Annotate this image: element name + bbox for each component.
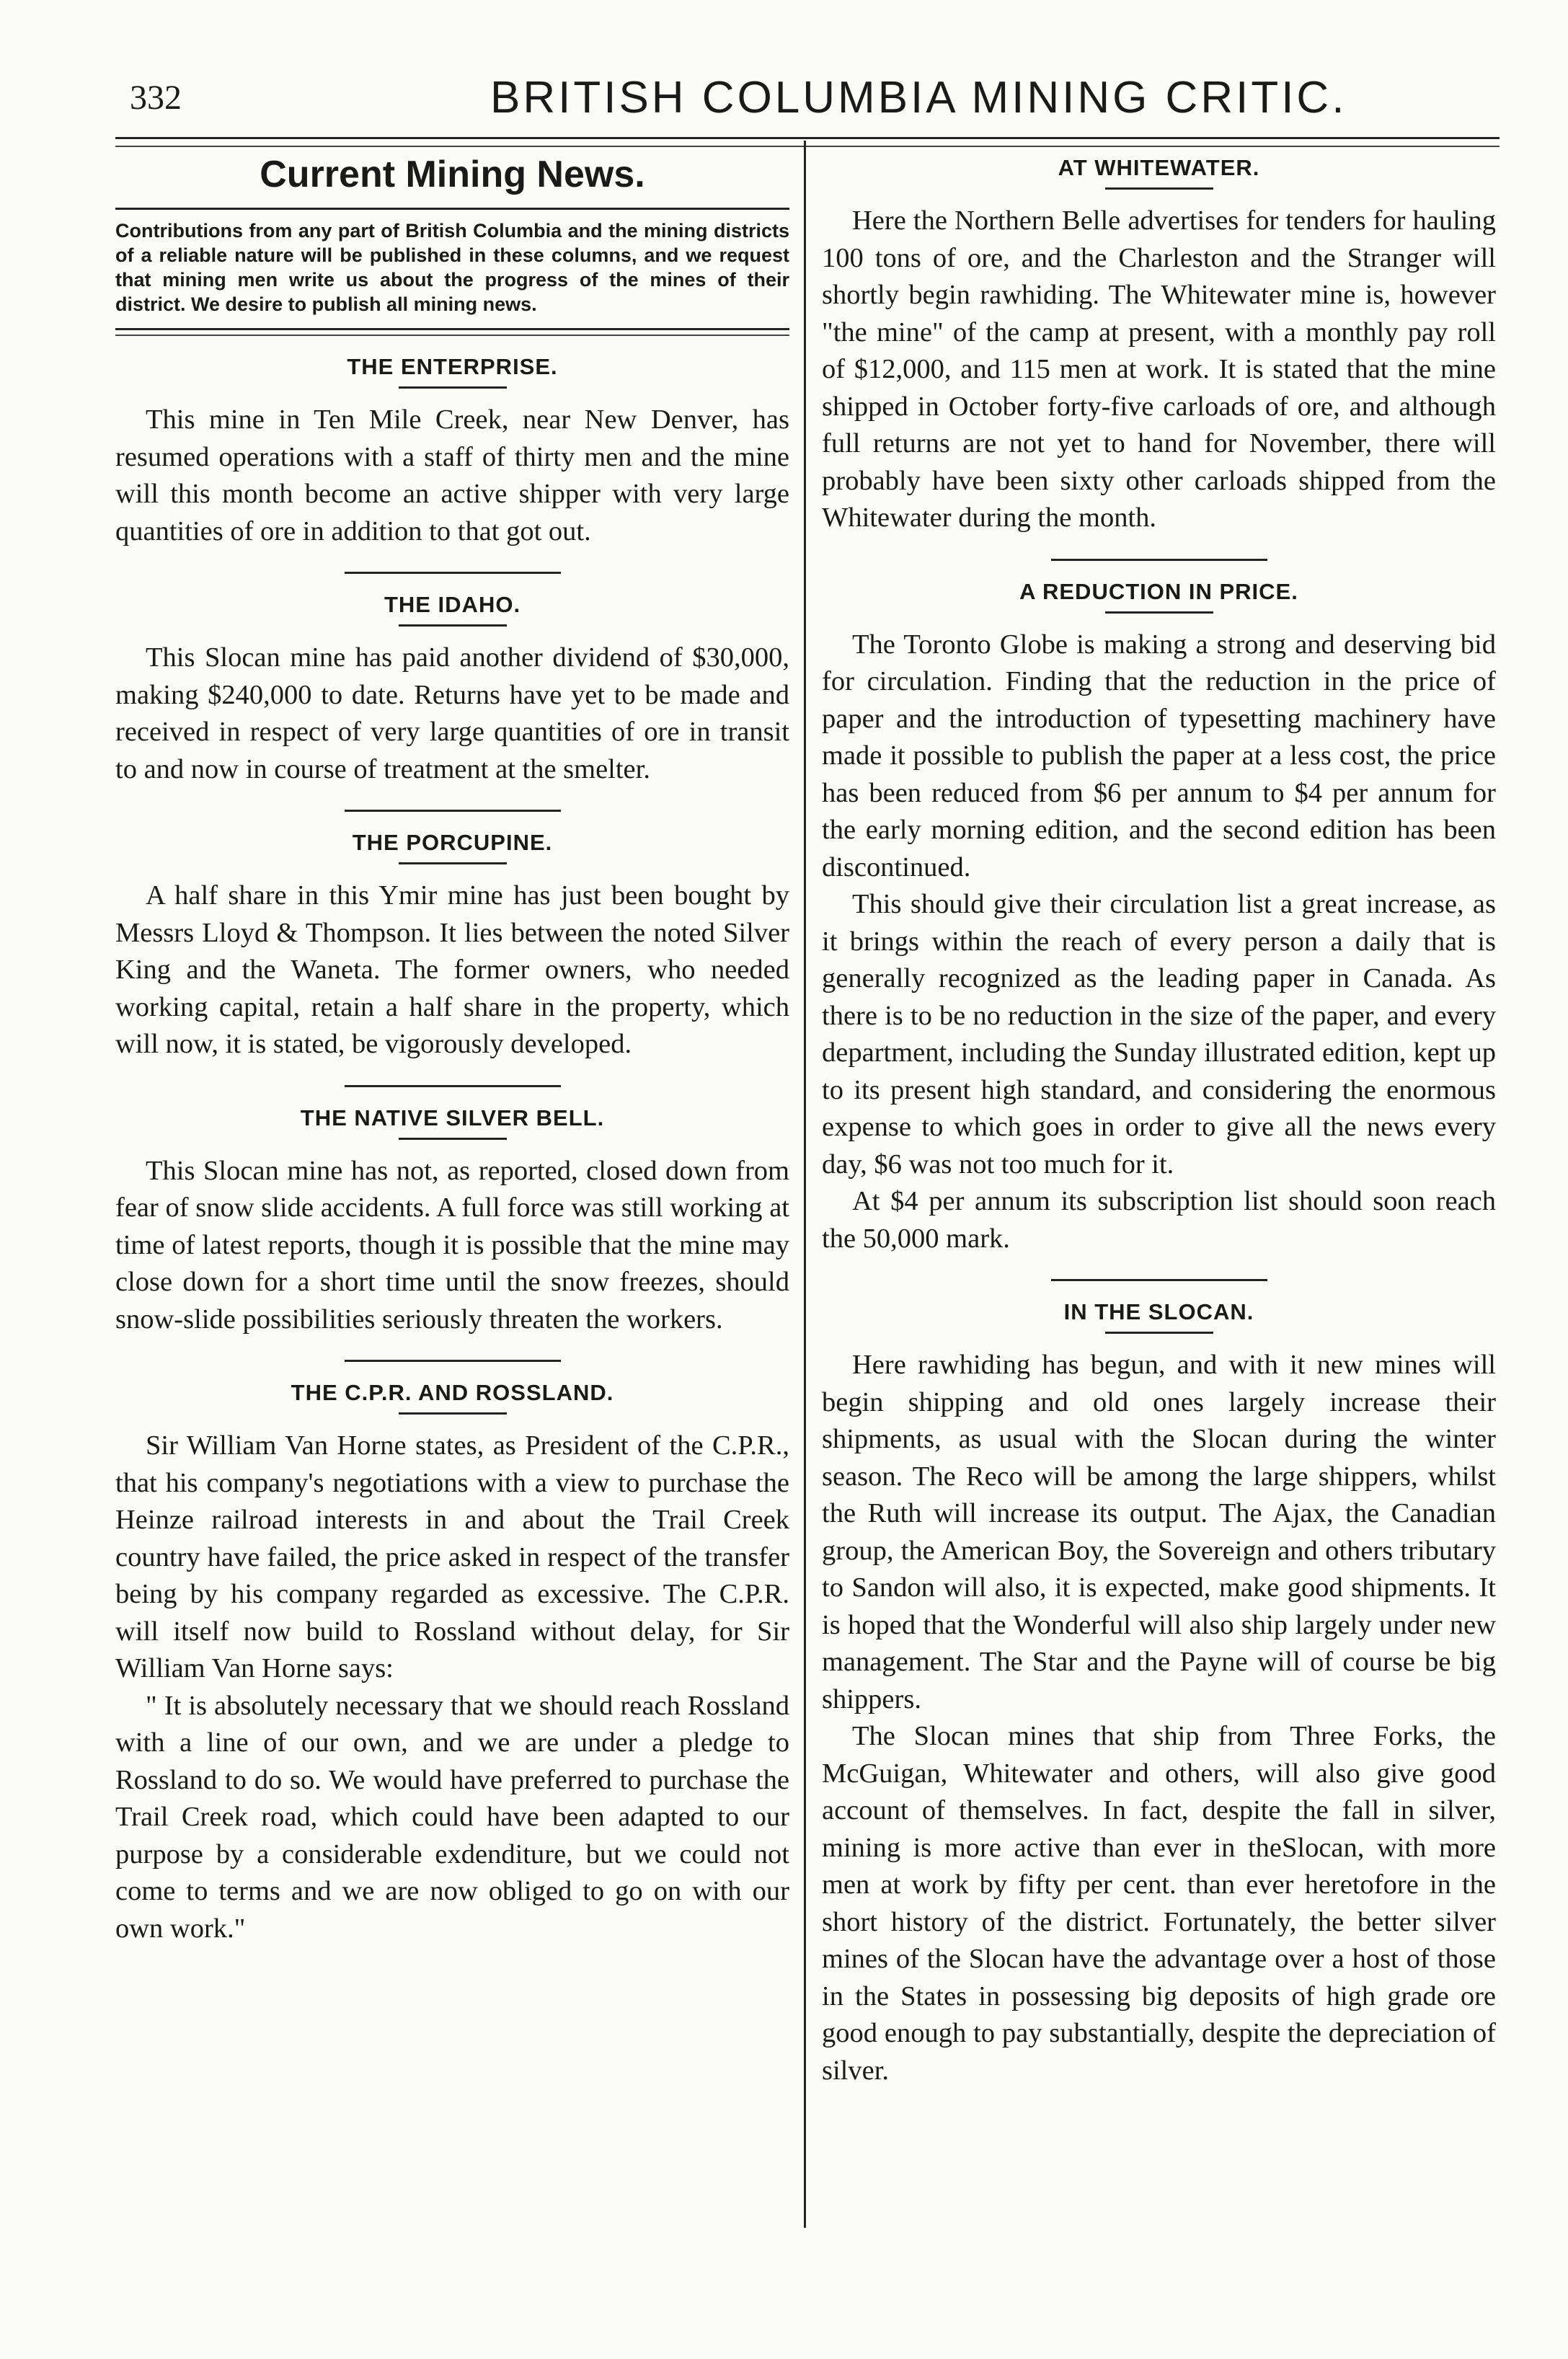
article-cpr-rossland bbox=[115, 1376, 789, 1947]
article-paragraph: Here the Northern Belle advertises for tenders for hauling 100 tons of ore, and the Charleston and the Stranger will shortly begin rawhiding. The Whitewater mine is, however "the mine" of the camp at present, with a monthly pay roll of $12,000, and 115 men at work. It is stated that the mine shipped in October forty-five carloads of ore, and although full returns are not yet to hand for November, there will probably have been sixty other carloads shipped from the Whitewater during the month. bbox=[822, 205, 1496, 533]
article-paragraph: A half share in this Ymir mine has just been bought by Messrs Lloyd & Thompson. It lies between the noted Silver King and the Waneta. The former owners, who needed working capital, retain a half share in the property, which will now, it is stated, be vigorously developed. bbox=[115, 880, 789, 1059]
heading-rule bbox=[399, 1138, 507, 1140]
article-heading: AT WHITEWATER. bbox=[1058, 155, 1260, 180]
section-title-rule bbox=[115, 208, 789, 210]
article-native-silver-bell bbox=[115, 1102, 789, 1339]
article-paragraph: The Toronto Globe is making a strong and deserving bid for circulation. Finding that the reduction in the price of paper and the introduction of typesetting machinery have made it possible to publish the paper at a less cost, the price has been reduced from $6 per annum to $4 per annum for the early morning edition, and the second edition has been discontinued. bbox=[822, 629, 1496, 882]
article-separator bbox=[345, 1360, 561, 1362]
article-whitewater bbox=[822, 151, 1496, 537]
article-heading: THE ENTERPRISE. bbox=[347, 354, 558, 379]
article-heading: THE IDAHO. bbox=[384, 592, 521, 617]
header-rule-secondary bbox=[115, 146, 1500, 147]
intro-rule-secondary bbox=[115, 335, 789, 336]
page-number: 332 bbox=[130, 79, 182, 117]
intro-rule bbox=[115, 328, 789, 330]
article-paragraph: " It is absolutely necessary that we should reach Rossland with a line of our own, and we are under a pledge to Rossland to do so. We would have preferred to purchase the Trail Creek road, which could have been adapted to our purpose by a considerable exdenditure, but we could not come to terms and we are now obliged to go on with our own work." bbox=[115, 1690, 789, 1944]
left-column bbox=[115, 151, 789, 1947]
article-separator bbox=[1051, 1279, 1267, 1281]
article-paragraph: At $4 per annum its subscription list should soon reach the 50,000 mark. bbox=[822, 1186, 1496, 1254]
section-title: Current Mining News. bbox=[260, 154, 645, 195]
header-rule bbox=[115, 137, 1500, 139]
article-paragraph: Sir William Van Horne states, as President of the C.P.R., that his company's negotiations with a view to purchase the Heinze railroad interests in and about the Trail Creek country have failed, the price asked in respect of the transfer being by his company regarded as excessive. The C.P.R. will itself now build to Rossland without delay, for Sir William Van Horne says: bbox=[115, 1430, 789, 1683]
journal-title: BRITISH COLUMBIA MINING CRITIC. bbox=[490, 73, 1347, 123]
right-column bbox=[822, 151, 1496, 2089]
heading-rule bbox=[1105, 187, 1213, 190]
article-paragraph: This Slocan mine has paid another dividend of $30,000, making $240,000 to date. Returns have yet to be made and received in respect of very large quantities of ore in transit to and now in course of treatment at the smelter. bbox=[115, 642, 789, 784]
heading-rule bbox=[399, 1412, 507, 1415]
article-paragraph: Here rawhiding has begun, and with it new mines will begin shipping and old ones largely increase their shipments, as usual with the Slocan during the winter season. The Reco will be among the large shippers, whilst the Ruth will increase its output. The Ajax, the Canadian group, the American Boy, the Sovereign and others tributary to Sandon will also, it is expected, make good shipments. It is hoped that the Wonderful will also ship largely under new management. The Star and the Payne will of course be big shippers. bbox=[822, 1350, 1496, 1714]
article-porcupine bbox=[115, 826, 789, 1063]
heading-rule bbox=[399, 862, 507, 864]
heading-rule bbox=[399, 624, 507, 627]
column-divider bbox=[804, 141, 806, 2228]
article-idaho bbox=[115, 588, 789, 788]
article-separator bbox=[1051, 559, 1267, 561]
article-paragraph: This mine in Ten Mile Creek, near New Denver, has resumed operations with a staff of thirty men and the mine will this month become an active shipper with very large quantities of ore in addition to that got out. bbox=[115, 404, 789, 546]
article-heading: THE NATIVE SILVER BELL. bbox=[300, 1105, 605, 1130]
article-paragraph: This Slocan mine has not, as reported, closed down from fear of snow slide accidents. A full force was still working at time of latest reports, though it is possible that the mine may close down for a short time until the snow freezes, should snow-slide possibilities seriously threaten the workers. bbox=[115, 1155, 789, 1335]
page-header bbox=[115, 72, 1514, 137]
heading-rule bbox=[1105, 1332, 1213, 1334]
article-paragraph: The Slocan mines that ship from Three Forks, the McGuigan, Whitewater and others, will also give good account of themselves. In fact, despite the fall in silver, mining is more active than ever in theSlocan, with more men at work by fifty per cent. than ever heretofore in the short history of the district. Fortunately, the better silver mines of the Slocan have the advantage over a host of those in the States in possessing big deposits of high grade ore good enough to pay substantially, despite the depreciation of silver. bbox=[822, 1721, 1496, 2086]
article-separator bbox=[345, 572, 561, 574]
article-separator bbox=[345, 810, 561, 812]
article-heading: THE PORCUPINE. bbox=[352, 830, 553, 855]
article-heading: A REDUCTION IN PRICE. bbox=[1019, 578, 1298, 604]
article-enterprise bbox=[115, 350, 789, 550]
article-in-the-slocan bbox=[822, 1296, 1496, 2089]
article-separator bbox=[345, 1085, 561, 1087]
section-intro: Contributions from any part of British Columbia and the mining districts of a reliable nature will be published in these columns, and we request that mining men write us about the progress of the mines of their district. We desire to publish all mining news. bbox=[115, 220, 789, 315]
heading-rule bbox=[1105, 611, 1213, 614]
article-heading: THE C.P.R. AND ROSSLAND. bbox=[291, 1380, 614, 1405]
article-paragraph: This should give their circulation list a great increase, as it brings within the reach of every person a daily that is generally recognized as the leading paper in Canada. As there is to be no reduction in the size of the paper, and every department, including the Sunday illustrated edition, kept up to its present high standard, and considering the enormous expense to which goes in order to give all the news every day, $6 was not too much for it. bbox=[822, 889, 1496, 1180]
article-heading: IN THE SLOCAN. bbox=[1063, 1299, 1254, 1324]
heading-rule bbox=[399, 386, 507, 389]
article-reduction-in-price bbox=[822, 575, 1496, 1258]
